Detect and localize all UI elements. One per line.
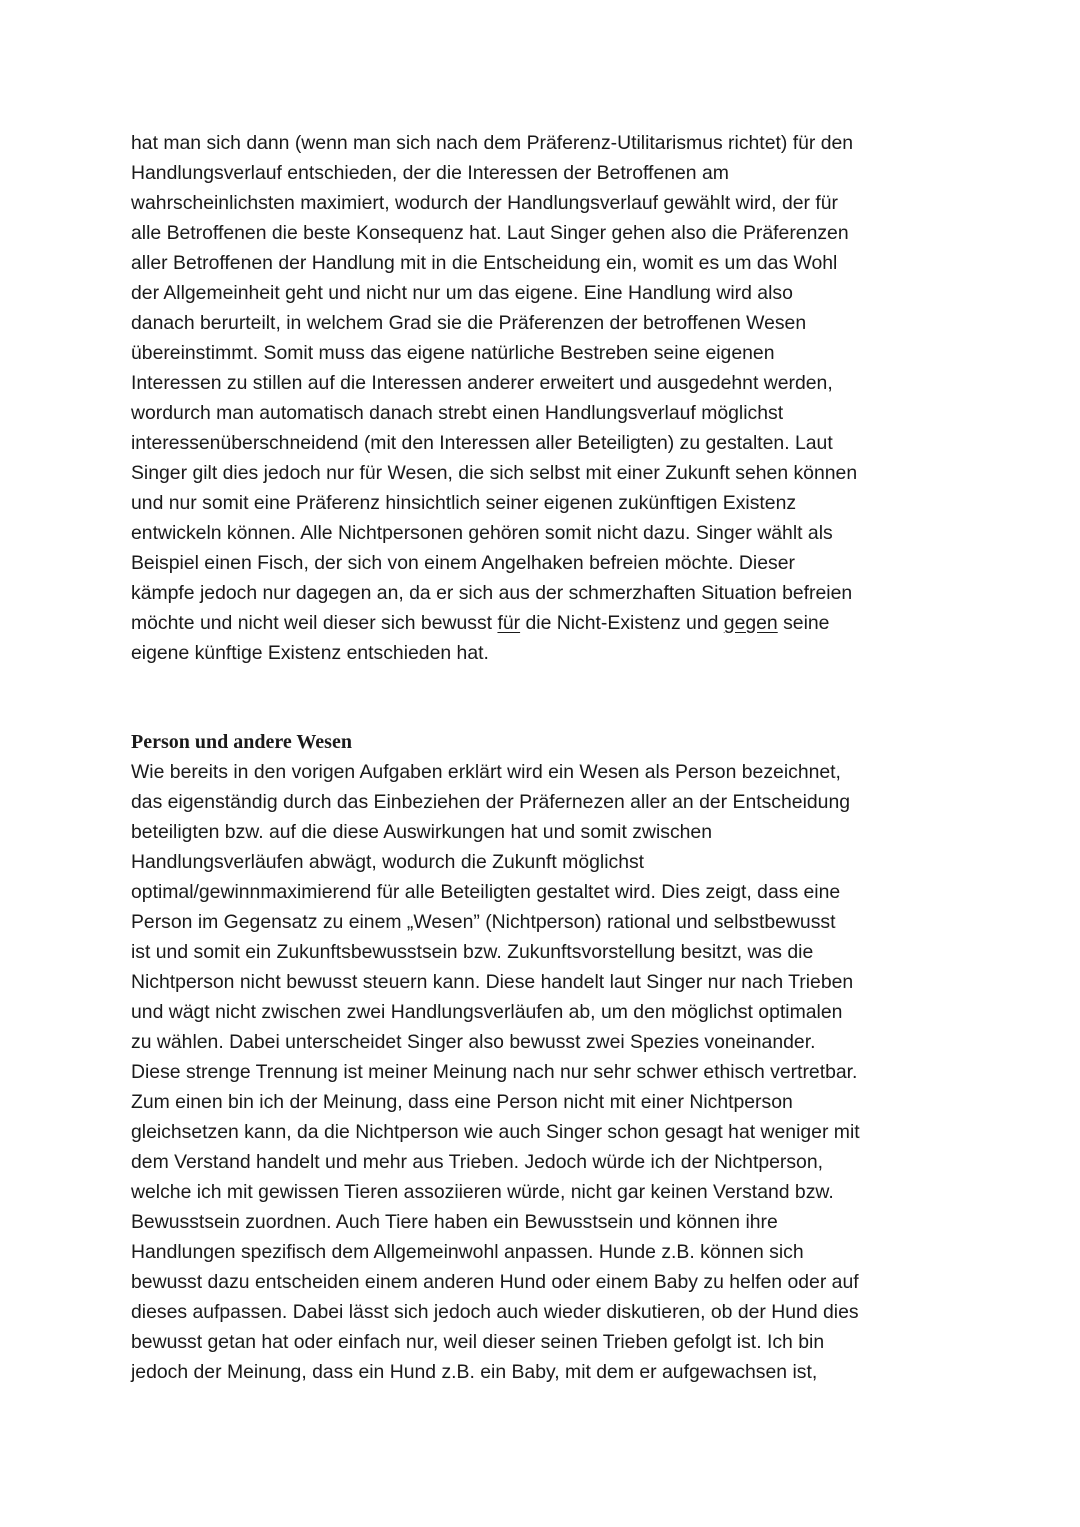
text-line: zu wählen. Dabei unterscheidet Singer also bewusst zwei Spezies voneinander. <box>131 1031 816 1053</box>
text-line: Interessen zu stillen auf die Interessen anderer erweitert und ausgedehnt werden, <box>131 372 833 394</box>
text-line: interessenüberschneidend (mit den Interessen aller Beteiligten) zu gestalten. Laut <box>131 432 833 454</box>
text-line: dem Verstand handelt und mehr aus Trieben. Jedoch würde ich der Nichtperson, <box>131 1151 824 1173</box>
text-line: Wie bereits in den vorigen Aufgaben erklärt wird ein Wesen als Person bezeichnet, <box>131 761 841 783</box>
text-line: Person im Gegensatz zu einem „Wesen” (Nichtperson) rational und selbstbewusst <box>131 911 836 933</box>
text-line-underlined <box>131 608 961 638</box>
text-line: wahrscheinlichsten maximiert, wodurch der Handlungsverlauf gewählt wird, der für <box>131 192 839 214</box>
text-line: und wägt nicht zwischen zwei Handlungsverläufen ab, um den möglichst optimalen <box>131 1001 843 1023</box>
text-segment: die Nicht-Existenz und <box>520 612 724 634</box>
text-line: wordurch man automatisch danach strebt einen Handlungsverlauf möglichst <box>131 402 784 424</box>
text-line: aller Betroffenen der Handlung mit in die Entscheidung ein, womit es um das Wohl <box>131 252 838 274</box>
text-line: entwickeln können. Alle Nichtpersonen gehören somit nicht dazu. Singer wählt als <box>131 522 833 544</box>
text-line: Beispiel einen Fisch, der sich von einem Angelhaken befreien möchte. Dieser <box>131 552 795 574</box>
section-heading: Person und andere Wesen <box>131 731 352 753</box>
text-line: Bewusstsein zuordnen. Auch Tiere haben ein Bewusstsein und können ihre <box>131 1211 778 1233</box>
text-line: und nur somit eine Präferenz hinsichtlich seiner eigenen zukünftigen Existenz <box>131 492 797 514</box>
text-line: das eigenständig durch das Einbeziehen der Präfernezen aller an der Entscheidung <box>131 791 851 813</box>
text-line: Handlungsverlauf entschieden, der die Interessen der Betroffenen am <box>131 162 729 184</box>
underlined-word-fuer: für <box>497 612 521 634</box>
text-line: bewusst dazu entscheiden einem anderen Hund oder einem Baby zu helfen oder auf <box>131 1271 859 1293</box>
text-line: Nichtperson nicht bewusst steuern kann. Diese handelt laut Singer nur nach Trieben <box>131 971 854 993</box>
text-line: danach berurteilt, in welchem Grad sie die Präferenzen der betroffenen Wesen <box>131 312 807 334</box>
text-line: welche ich mit gewissen Tieren assoziieren würde, nicht gar keinen Verstand bzw. <box>131 1181 834 1203</box>
text-segment: seine <box>777 612 830 634</box>
text-line: eigene künftige Existenz entschieden hat. <box>131 642 489 664</box>
text-line: dieses aufpassen. Dabei lässt sich jedoch auch wieder diskutieren, ob der Hund dies <box>131 1301 859 1323</box>
text-line: übereinstimmt. Somit muss das eigene natürliche Bestreben seine eigenen <box>131 342 775 364</box>
text-line: optimal/gewinnmaximierend für alle Beteiligten gestaltet wird. Dies zeigt, dass eine <box>131 881 841 903</box>
underlined-word-gegen: gegen <box>723 612 778 634</box>
text-line: Zum einen bin ich der Meinung, dass eine Person nicht mit einer Nichtperson <box>131 1091 793 1113</box>
paragraph-utilitarianism <box>131 128 961 668</box>
text-line: Diese strenge Trennung ist meiner Meinung nach nur sehr schwer ethisch vertretbar. <box>131 1061 858 1083</box>
text-line: der Allgemeinheit geht und nicht nur um das eigene. Eine Handlung wird also <box>131 282 793 304</box>
text-line: bewusst getan hat oder einfach nur, weil dieser seinen Trieben gefolgt ist. Ich bin <box>131 1331 825 1353</box>
text-line: beteiligten bzw. auf die diese Auswirkungen hat und somit zwischen <box>131 821 712 843</box>
text-line: gleichsetzen kann, da die Nichtperson wie auch Singer schon gesagt hat weniger mit <box>131 1121 860 1143</box>
text-line: alle Betroffenen die beste Konsequenz hat. Laut Singer gehen also die Präferenzen <box>131 222 849 244</box>
text-line: jedoch der Meinung, dass ein Hund z.B. ein Baby, mit dem er aufgewachsen ist, <box>131 1361 818 1383</box>
paragraph-person-and-beings <box>131 757 961 1387</box>
text-line: Singer gilt dies jedoch nur für Wesen, die sich selbst mit einer Zukunft sehen können <box>131 462 858 484</box>
text-line: Handlungsverläufen abwägt, wodurch die Zukunft möglichst <box>131 851 645 873</box>
text-line: Handlungen spezifisch dem Allgemeinwohl anpassen. Hunde z.B. können sich <box>131 1241 804 1263</box>
text-line: ist und somit ein Zukunftsbewusstsein bzw. Zukunftsvorstellung besitzt, was die <box>131 941 814 963</box>
text-line: kämpfe jedoch nur dagegen an, da er sich aus der schmerzhaften Situation befreien <box>131 582 853 604</box>
text-segment: möchte und nicht weil dieser sich bewusst <box>131 612 498 634</box>
text-line: hat man sich dann (wenn man sich nach dem Präferenz-Utilitarismus richtet) für den <box>131 132 854 154</box>
